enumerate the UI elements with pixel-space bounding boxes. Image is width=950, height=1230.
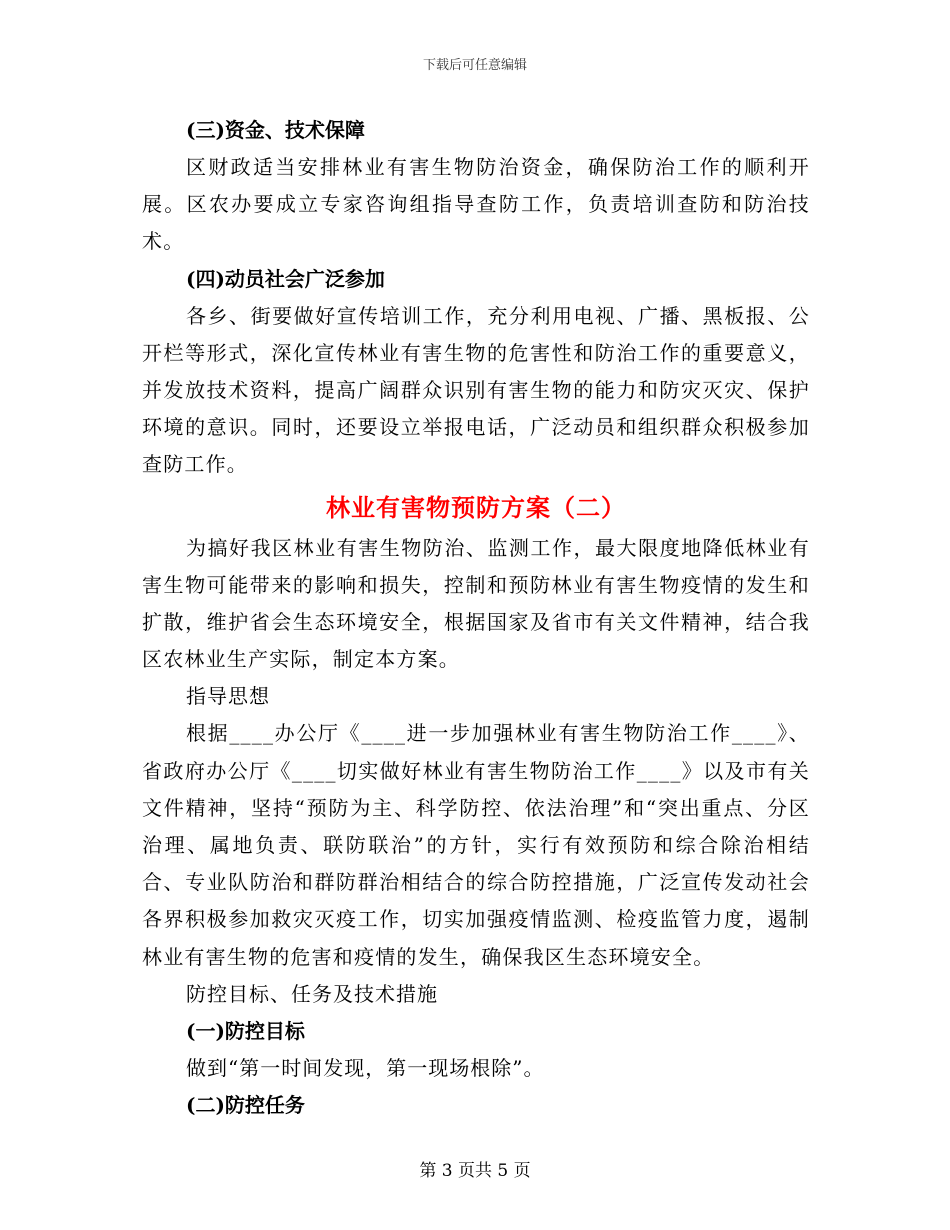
heading-mobilize-society: (四)动员社会广泛参加: [186, 266, 385, 291]
paragraph-guiding-thought: 根据____办公厅《____进一步加强林业有害生物防治工作____》、省政府办公厅《____切实做好林业有害生物防治工作____》以及市有关文件精神，坚持“预防为主、科学防控、依法治理”和“突出重点、分区治理、属地负责、联防联治”的方针，实行有效预防和综合除治相结合、专业队防治和群防群治相结合的综合防控措施，广泛宣传发动社会各界积极参加救灾灭疫工作，切实加强疫情监测、检疫监管力度，遏制林业有害生物的危害和疫情的发生，确保我区生态环境安全。: [142, 721, 810, 969]
paragraph-intro: 为搞好我区林业有害生物防治、监测工作，最大限度地降低林业有害生物可能带来的影响和损失，控制和预防林业有害生物疫情的发生和扩散，维护省会生态环境安全，根据国家及省市有关文件精神，结合我区农林业生产实际，制定本方案。: [142, 535, 810, 672]
page-footer: 第 3 页共 5 页: [419, 1161, 531, 1181]
subheading-guiding-thought: 指导思想: [186, 684, 270, 709]
line-control-targets: 做到“第一时间发现，第一现场根除”。: [186, 1055, 545, 1080]
document-body: [142, 112, 810, 1124]
heading-control-tasks: (二)防控任务: [186, 1092, 305, 1117]
page-header: 下载后可任意编辑: [422, 58, 527, 73]
paragraph-mobilize: 各乡、街要做好宣传培训工作，充分利用电视、广播、黑板报、公开栏等形式，深化宣传林业有害生物的危害性和防治工作的重要意义，并发放技术资料，提高广阔群众识别有害生物的能力和防灾灭灾、保护环境的意识。同时，还要设立举报电话，广泛动员和组织群众积极参加查防工作。: [142, 303, 810, 477]
heading-funding-tech: (三)资金、技术保障: [186, 118, 365, 142]
heading-control-targets: (一)防控目标: [186, 1018, 305, 1043]
section-title: 林业有害物预防方案（二）: [326, 492, 626, 522]
paragraph-funding: 区财政适当安排林业有害生物防治资金，确保防治工作的顺利开展。区农办要成立专家咨询组指导查防工作，负责培训查防和防治技术。: [142, 155, 810, 254]
subheading-targets-tasks: 防控目标、任务及技术措施: [186, 981, 438, 1006]
